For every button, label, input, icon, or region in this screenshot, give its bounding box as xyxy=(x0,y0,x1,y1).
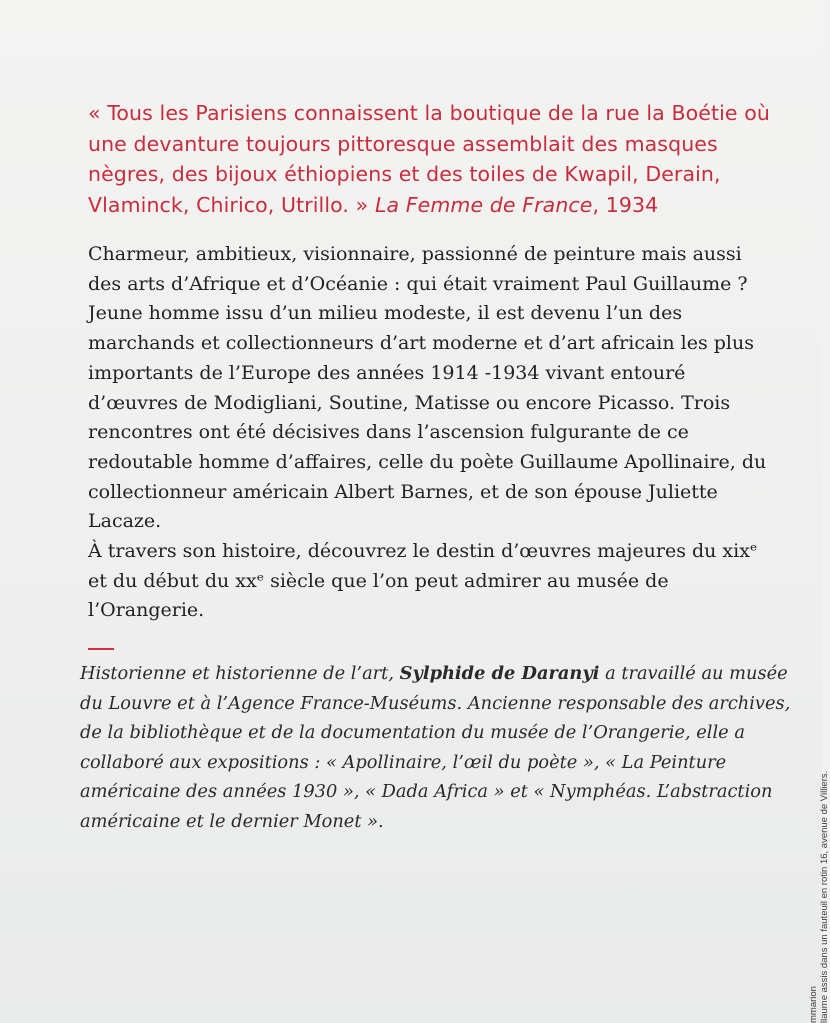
author-details: a travaillé au musée du Louvre et à l’Agence France-Muséums. Ancienne responsable des archives, de la bibliothèque et de la documentation du musée de l’Orangerie, elle a collaboré aux expositions : « Apollinaire, l’œil du poète », « La Peinture américaine des années 1930 », « Dada Africa » et « Nymphéas. L’abstraction américaine et le dernier Monet ». xyxy=(80,663,791,832)
margin-note-line-1: mmarion xyxy=(808,986,819,1023)
author-name: Sylphide de Daranyi xyxy=(399,663,600,684)
author-bio xyxy=(80,659,792,837)
quote-source: La Femme de France xyxy=(374,192,593,217)
summary-paragraph-1: Charmeur, ambitieux, visionnaire, passionné de peinture mais aussi des arts d’Afrique et d’Océanie : qui était vraiment Paul Guillaume ? Jeune homme issu d’un milieu modeste, il est devenu l’un des marchands et collectionneurs d’art moderne et d’art africain les plus importants de l’Europe des années 1914 -1934 vivant entouré d’œuvres de Modigliani, Soutine, Matisse ou encore Picasso. Trois rencontres ont été décisives dans l’ascension fulgurante de ce redoutable homme d’affaires, celle du poète Guillaume Apollinaire, du collectionneur américain Albert Barnes, et de son épouse Juliette Lacaze. xyxy=(88,243,767,533)
margin-note-line-2: llaume assis dans un fauteuil en rotin 16, avenue de Villiers. xyxy=(819,770,830,1023)
red-divider xyxy=(88,648,114,650)
quote-year: , 1934 xyxy=(592,192,659,217)
epigraph-quote xyxy=(88,98,788,220)
summary-paragraph-2: À travers son histoire, découvrez le destin d’œuvres majeures du xixᵉ et du début du xxᵉ siècle que l’on peut admirer au musée de l’Orangerie. xyxy=(88,540,758,622)
book-summary xyxy=(88,240,778,626)
photo-credit-margin xyxy=(808,771,830,1023)
author-intro: Historienne et historienne de l’art, xyxy=(80,663,394,684)
quote-text: « Tous les Parisiens connaissent la boutique de la rue la Boétie où une devanture toujours pittoresque assemblait des masques nègres, des bijoux éthiopiens et des toiles de Kwapil, Derain, Vlaminck, Chirico, Utrillo. » xyxy=(88,101,770,217)
